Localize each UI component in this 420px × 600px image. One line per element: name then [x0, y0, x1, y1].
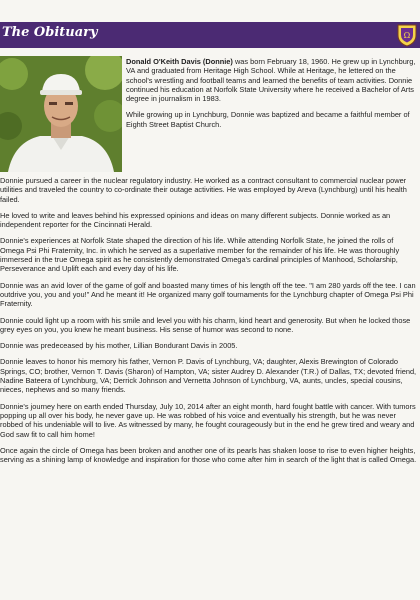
body-paragraph-journey: Donnie's journey here on earth ended Thursday, July 10, 2014 after an eight month, hard fought battle with cancer. With tumors popping up all over his body, he never gave up. He was robbed of his voice and eventually his strength, but he was never robbed of his undeniable will to live. As witnessed by many, he fought courageously but in the end he grew tired and weary and God saw fit to call him home!	[0, 401, 416, 439]
body-paragraph-fraternity: Donnie's experiences at Norfolk State shaped the direction of his life. While attending Norfolk State, he joined the rolls of Omega Psi Phi Fraternity, Inc. in which he served as a superlative member for the remainder of his life. He was thoroughly immersed in the true Omega spirit as he consistently demonstrated Omega's cardinal principles of Manhood, Scholarship, Perseverance and Uplift each and every day of his life.	[0, 236, 400, 274]
body-paragraph-predeceased: Donnie was predeceased by his mother, Lillian Bondurant Davis in 2005.	[0, 341, 238, 351]
deceased-name: Donald O'Keith Davis (Donnie)	[126, 57, 233, 66]
portrait-photo	[0, 56, 122, 172]
body-paragraph-writing: He loved to write and leaves behind his expressed opinions and ideas on many different subjects. Donnie worked as an independent reporter for the Cincinnati Herald.	[0, 210, 391, 230]
body-paragraph-omega-circle: Once again the circle of Omega has been broken and another one of its pearls has shaken loose to rise to even higher heights, serving as a shining lamp of knowledge and inspiration for those who come after him in search of the light that is called Omega.	[0, 445, 417, 465]
obituary-body	[0, 176, 418, 471]
body-paragraph-golf: Donnie was an avid lover of the game of golf and boasted many times of his length off the tee. "I am 280 yards off the tee. I can outdrive you, you and you!" And he meant it! He organized many golf tournaments for the Lynchburg chapter of Omega Psi Phi Fraternity.	[0, 280, 416, 309]
obituary-header	[0, 22, 420, 48]
intro-paragraph-church: While growing up in Lynchburg, Donnie was baptized and became a faithful member of Eighth Street Baptist Church.	[126, 110, 410, 129]
page-title: The Obituary	[2, 25, 98, 40]
body-paragraph-career: Donnie pursued a career in the nuclear regulatory industry. He worked as a contract consultant to commercial nuclear power utilities and traveled the country to co-ordinate their outage activities. He was employed by Areva (Lynchburg) until his health failed.	[0, 176, 407, 204]
body-paragraph-personality: Donnie could light up a room with his smile and level you with his charm, kind heart and generosity. But when he locked those grey eyes on you, you knew he meant business. His sense of humor was second to none.	[0, 315, 411, 334]
omega-psi-phi-crest-icon	[396, 23, 418, 47]
body-paragraph-survivors: Donnie leaves to honor his memory his father, Vernon P. Davis of Lynchburg, VA; daughter, Alexis Brewington of Colorado Springs, CO; brother, Vernon T. Davis (Sharon) of Hampton, VA; sister Audrey D. Alexander (T.R.) of Dallas, TX; devoted friend, Nadine Bateera of Lynchburg, VA; Derrick Johnson and Vernetta Johnson of Lynchburg, VA, aunts, uncles, special cousins, nieces, nephews and so many friends.	[0, 357, 417, 395]
intro-section	[126, 57, 416, 136]
svg-text:Ω: Ω	[403, 31, 411, 40]
intro-paragraph: Donald O'Keith Davis (Donnie) was born February 18, 1960. He grew up in Lynchburg, VA and graduated from Heritage High School. While at Heritage, he lettered on the school's wrestling and football teams and learned the benefits of team activities. Donnie continued his education at Norfolk State University where he received a Bachelor of Arts degree in journalism in 1983.	[126, 57, 416, 104]
